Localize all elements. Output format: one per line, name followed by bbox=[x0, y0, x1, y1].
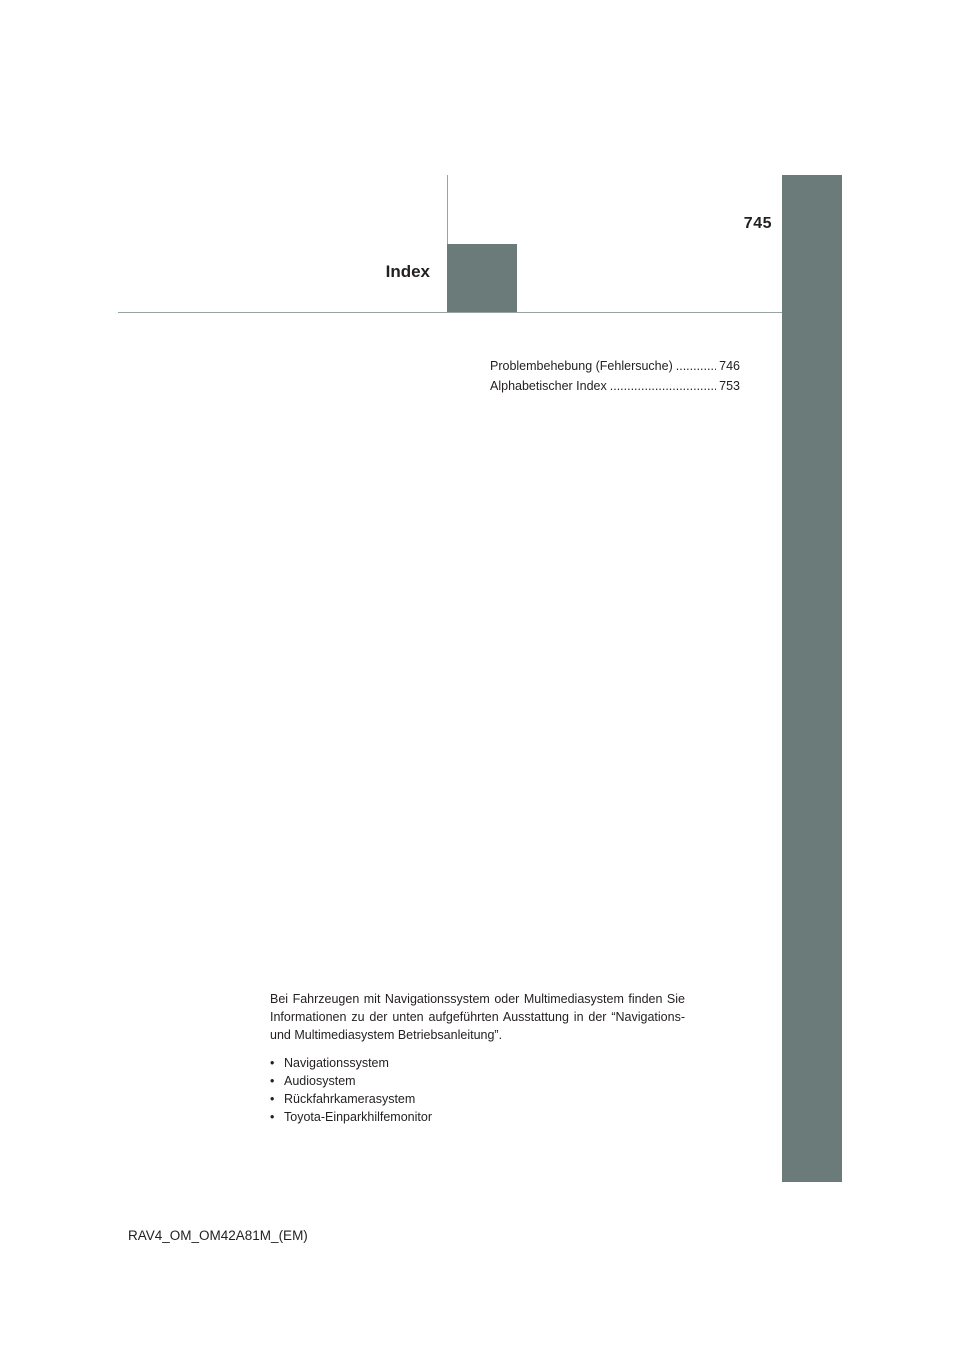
toc-entry-label: Alphabetischer Index bbox=[490, 379, 607, 393]
section-title: Index bbox=[385, 262, 430, 281]
section-marker-box bbox=[447, 244, 517, 313]
toc-entry-alphabetical-index[interactable] bbox=[490, 376, 740, 396]
bullet-icon: • bbox=[270, 1092, 275, 1106]
list-item-text: Rückfahrkamerasystem bbox=[284, 1092, 416, 1106]
note-paragraph: Bei Fahrzeugen mit Navigationssystem oder Multimediasystem finden Sie Informationen zu der unten aufgeführten Ausstattung in der “Navigations- und Multimediasystem Betriebsanleitung”. bbox=[270, 992, 685, 1042]
toc-entry-page: 746 bbox=[719, 359, 740, 373]
list-item-text: Navigationssystem bbox=[284, 1056, 389, 1070]
toc-leader-dots bbox=[676, 356, 716, 376]
toc-entry-label: Problembehebung (Fehlersuche) bbox=[490, 359, 673, 373]
bullet-icon: • bbox=[270, 1074, 275, 1088]
header-horizontal-rule bbox=[118, 312, 782, 313]
navigation-note bbox=[270, 990, 685, 1126]
list-item bbox=[270, 1072, 685, 1090]
bullet-icon: • bbox=[270, 1056, 275, 1070]
header-vertical-rule bbox=[447, 175, 448, 245]
equipment-list bbox=[270, 1054, 685, 1126]
toc-entry-page: 753 bbox=[719, 379, 740, 393]
table-of-contents bbox=[490, 356, 740, 396]
list-item bbox=[270, 1090, 685, 1108]
toc-leader-dots bbox=[610, 376, 716, 396]
list-item bbox=[270, 1108, 685, 1126]
bullet-icon: • bbox=[270, 1110, 275, 1124]
page-number: 745 bbox=[743, 215, 772, 232]
list-item bbox=[270, 1054, 685, 1072]
chapter-side-tab bbox=[782, 175, 842, 1182]
document-code-footer: RAV4_OM_OM42A81M_(EM) bbox=[128, 1228, 308, 1243]
list-item-text: Audiosystem bbox=[284, 1074, 356, 1088]
toc-entry-troubleshooting[interactable] bbox=[490, 356, 740, 376]
list-item-text: Toyota-Einparkhilfemonitor bbox=[284, 1110, 432, 1124]
